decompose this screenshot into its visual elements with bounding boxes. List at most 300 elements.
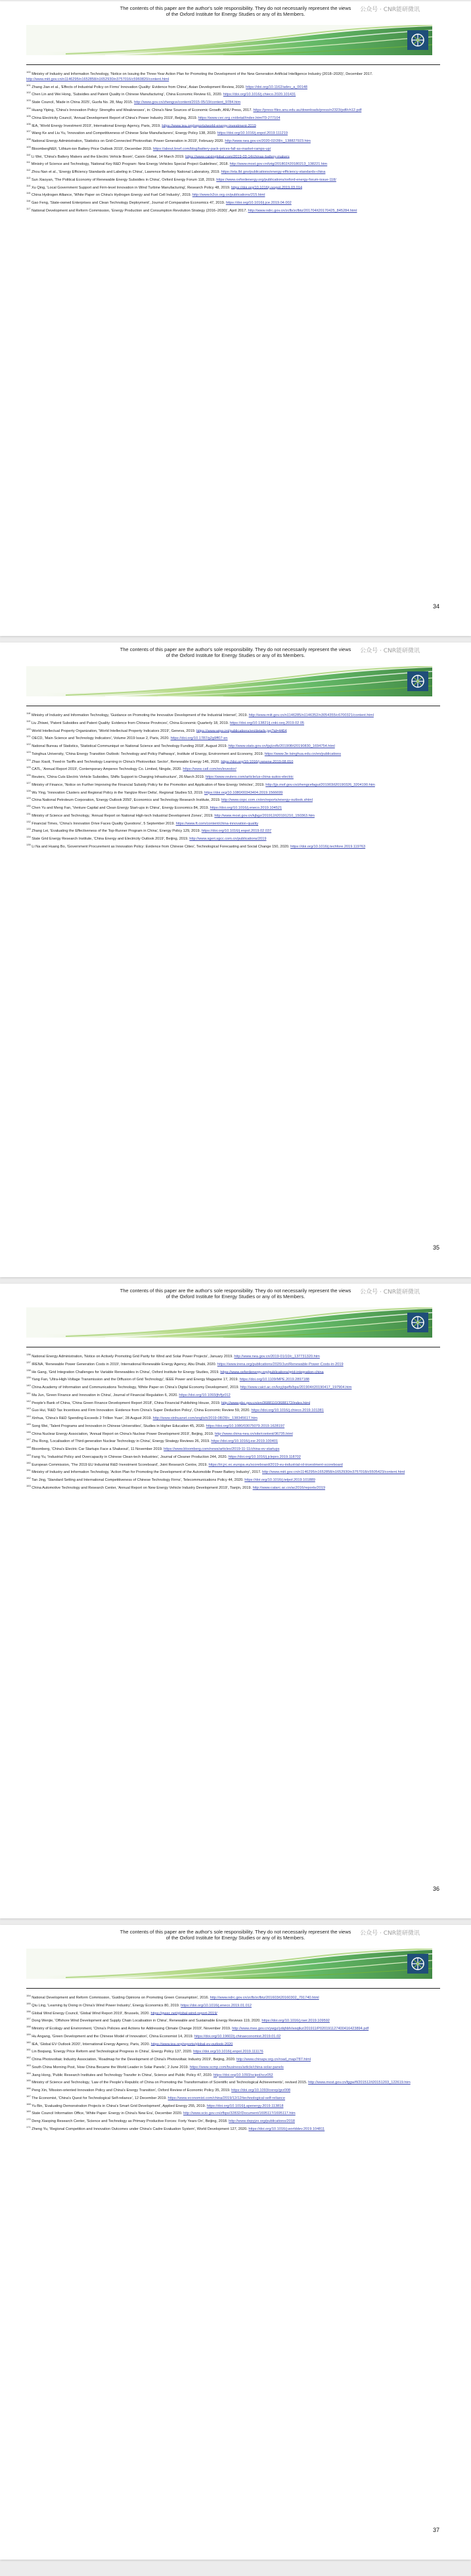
footnote-text: China Hydrogen Alliance, 'White Paper on China's Hydrogen Energy and Fuel Cell Industry', 2019.	[31, 193, 192, 198]
footnote-number: 154	[26, 1994, 31, 1997]
footnote	[26, 2086, 440, 2094]
footnote-number: 112	[26, 168, 31, 172]
footnote-number: 156	[26, 2009, 31, 2013]
footnote-link[interactable]: https://www.3e.tsinghua.edu.cn/en/publications	[264, 752, 342, 756]
footnote-link[interactable]: http://www.caict.ac.cn/kxyj/qwfb/bps/201904/t20190417_197904.htm	[240, 1385, 352, 1390]
footnote-link[interactable]: https://doi.org/10.1093/scipol/scz052	[213, 2073, 273, 2077]
footnote-link[interactable]: http://www.most.gov.cn/tztg/201802/t20180213_138221.htm	[229, 162, 328, 167]
footnote-number: 107	[26, 129, 31, 133]
disclaimer-line-2: of the Oxford Institute for Energy Studies or any of its Members.	[166, 1294, 305, 1299]
footnote-number: 155	[26, 2001, 31, 2005]
footnote-text: Tsinghua University, 'China Energy Transition Outlook: Technology and Policy Pathways', Institute of Energy, Environment and Economy, 2019.	[32, 752, 264, 756]
footnote-link[interactable]: https://doi.org/10.1016/j.enpol.2019.02.037	[201, 829, 272, 834]
footnote	[26, 2001, 440, 2009]
footnote-number: 104	[26, 106, 31, 110]
footnote-number: 134	[26, 835, 31, 839]
banner-graphic	[26, 25, 432, 55]
footnote-link[interactable]: https://www.caixinglobal.com/2019-03-14/chinas-battery-makers	[185, 154, 290, 159]
footnote-text: Ministry of Industry and Information Technology, 'Action Plan for Promoting the Development of the Automobile Power Battery Industry', 2017.	[32, 1470, 261, 1475]
footnote-text: Song Wei, 'Talent Programs and Innovation in Chinese Universities', Studies in Higher Education 45, 2020.	[32, 1424, 206, 1428]
footnote-text: Ministry of Ecology and Environment, 'China's Policies and Actions for Addressing Climate Change 2019', November 2019.	[32, 2026, 231, 2031]
footnote	[26, 757, 440, 765]
footnote	[26, 1352, 440, 1360]
page-number: 36	[432, 1886, 439, 1892]
footnote	[26, 1406, 440, 1414]
footnote-link[interactable]: https://doi.org/10.13821/j.cnki.ceq.2019.02.05	[229, 721, 305, 725]
footnote	[26, 70, 440, 83]
footnote-list	[26, 70, 440, 214]
header-banner	[26, 25, 432, 55]
footnote-link[interactable]: https://doi.org/10.1016/j.eneco.2019.104521	[210, 806, 282, 811]
footnote-number: 147	[26, 1437, 31, 1441]
footnote	[26, 742, 440, 750]
footnote	[26, 796, 440, 803]
footnote	[26, 1368, 440, 1376]
footnote-link[interactable]: https://www.oxfordenergy.org/publications/oxford-energy-forum-issue-118/	[216, 177, 336, 182]
footnote-link[interactable]: https://about.bnef.com/blog/battery-pack-prices-fall-as-market-ramps-up/	[152, 147, 271, 151]
footnote-number: 125	[26, 765, 31, 769]
footnote-number: 131	[26, 811, 31, 815]
header-banner	[26, 1307, 432, 1338]
footnote-number: 126	[26, 773, 31, 777]
footnote-list	[26, 711, 440, 850]
footnote-number: 130	[26, 804, 31, 808]
footnote-link[interactable]: http://www.ndrc.gov.cn/zcfb/zcfbtz/201704/t20170425_845284.html	[248, 208, 357, 213]
footnote-link[interactable]: https://www.iea.org/reports/world-energy-investment-2019	[162, 124, 256, 128]
oies-logo-icon	[407, 671, 428, 691]
footnote-text: Ma Jun, 'Green Finance and Innovation in China', Journal of Financial Regulation 6, 2020.	[32, 1393, 178, 1397]
footnote-link[interactable]: https://www.oxfordenergy.org/publications/grid-integration-china	[220, 1370, 324, 1374]
footnote	[26, 1437, 440, 1445]
footnote-link[interactable]: https://www.wipo.int/publications/en/details.jsp?id=4464	[196, 729, 287, 733]
footnote	[26, 1468, 440, 1476]
footnote-link[interactable]: http://www.miit.gov.cn/n1146295/n1652858/n1652930/n3757016/c5960820/content.html	[26, 77, 169, 81]
footnote	[26, 811, 440, 819]
footnote-link[interactable]: https://www.ft.com/content/china-innovation-quality	[175, 821, 259, 826]
footnote	[26, 711, 440, 719]
footnote-text: IRENA, 'Renewable Power Generation Costs in 2019', International Renewable Energy Agency, Abu Dhabi, 2020.	[32, 1362, 217, 1367]
footnote	[26, 2040, 440, 2048]
footnote-link[interactable]: https://doi.org/10.1016/j.jclepro.2019.118702	[228, 1455, 301, 1459]
footnote	[26, 98, 440, 106]
footnote-link[interactable]: https://doi.org/10.1093/oxrep/grz008	[231, 2089, 291, 2093]
footnote-text: World Intellectual Property Organization, 'World Intellectual Property Indicators 2019', Geneva, 2019.	[32, 729, 196, 733]
footnote	[26, 175, 440, 183]
footnote-link[interactable]: http://www.mee.gov.cn/ywgz/ydqhbh/wsqtkz/201911/P020191127400416423894.pdf	[232, 2026, 369, 2031]
footnote	[26, 137, 440, 145]
footnote-link[interactable]: http://www.stats.gov.cn/tjsj/zxfb/201908/t20190830_1694754.html	[228, 744, 335, 748]
footnote-number: 111	[26, 160, 31, 164]
footnote	[26, 2125, 440, 2133]
oies-logo-icon	[407, 1313, 428, 1332]
footnote	[26, 1383, 440, 1391]
footnote-link[interactable]: https://doi.org/10.1162/adev_a_00148	[246, 85, 307, 89]
footnote-text: Dong Wenjie, 'Offshore Wind Development and Supply Chain Localisation in China', Renewable and Sustainable Energy Reviews 119, 2020.	[32, 2019, 261, 2023]
footnote-link[interactable]: https://www.economist.com/china/2019/12/12/technological-self-reliance	[168, 2096, 286, 2100]
footnote-text: Li Na and Huang Bo, 'Government Procurement as Innovation Policy: Evidence from Chinese Cities', Technological Forecasting and Social Change 150, 2020.	[32, 844, 290, 849]
footnote	[26, 765, 440, 773]
footnote-number: 150	[26, 1460, 31, 1464]
footnote	[26, 2071, 440, 2079]
footnote-link[interactable]: http://www.sgeri.sgcc.com.cn/publications/2019	[189, 837, 267, 842]
footnote-link[interactable]: https://press-files.anu.edu.au/downloads/press/n2323/pdf/ch12.pdf	[253, 108, 362, 112]
footnote-number: 108	[26, 137, 31, 141]
footnote	[26, 160, 440, 168]
footnote-link[interactable]: http://www.scio.gov.cn/zfbps/32832/Document/1695117/1695117.htm	[183, 2112, 296, 2116]
footnote-link[interactable]: https://doi.org/10.1016/j.techfore.2019.119763	[290, 844, 366, 849]
footnote-text: National Development and Reform Commission, 'Energy Production and Consumption Revolution Strategy (2016–2030)', April 2017.	[31, 208, 247, 213]
footnote-text: Xinhua, 'China's R&D Spending Exceeds 2 Trillion Yuan', 28 August 2019.	[32, 1416, 152, 1420]
footnote	[26, 1399, 440, 1407]
footnote-link[interactable]: https://doi.org/10.1016/j.jce.2019.04.002	[225, 201, 292, 206]
footnote-text: Ministry of Industry and Information Technology, 'Notice on Issuing the Three-Year Action Plan for Promoting the Development of the New Generation Artificial Intelligence Industry (2018–2020)', December 2017.	[32, 72, 373, 76]
disclaimer-line-1: The contents of this paper are the author's sole responsibility. They do not necessarily represent the views	[120, 5, 351, 11]
footnote	[26, 191, 440, 198]
footnote	[26, 206, 440, 214]
footnote	[26, 2024, 440, 2032]
footnote-link[interactable]: https://gwec.net/global-wind-report-2019/	[150, 2011, 217, 2016]
footnote-text: Deng Xiaoping Research Center, 'Science and Technology as Primary Productive Forces: Forty Years On', Beijing, 2018.	[32, 2119, 228, 2124]
footnote-text: Sun Xiaoyan, 'The Political Economy of Renewable Energy Subsidies in China', Oxford Energy Forum 118, 2019.	[31, 177, 215, 182]
oies-logo-icon	[407, 1954, 428, 1974]
footnote-number: 124	[26, 757, 31, 761]
footnote-text: Chen Yu and Meng Fan, 'Venture Capital and Clean Energy Start-ups in China', Energy Economics 84, 2019.	[32, 806, 210, 811]
disclaimer-line-2: of the Oxford Institute for Energy Studies or any of its Members.	[166, 652, 305, 658]
footnote-link[interactable]: http://www.most.gov.cn/fggw/fl/201512/t20151203_122619.htm	[308, 2081, 411, 2085]
footnote-link[interactable]: http://www.most.gov.cn/kjbgz/201912/t20191210_150363.htm	[214, 813, 315, 818]
footnote-link[interactable]: http://www.ndrc.gov.cn/zcfb/zcfbtz/201603/t20160302_791740.html	[210, 1995, 319, 2000]
footnote-text: Ministry of Industry and Information Technology, 'Guidance on Promoting the Innovative Development of the Industrial Internet', 2019.	[31, 713, 248, 717]
footnote-number: 106	[26, 122, 31, 125]
footnote	[26, 1483, 440, 1491]
footnote-text: Ministry of Science and Technology, 'National Key R&D Program: New Energy Vehicles Special Project Guidelines', 2018.	[31, 162, 229, 167]
footnote-text: Qiu Ling, 'Learning by Doing in China's Wind Power Industry', Energy Economics 80, 2019.	[32, 2003, 180, 2008]
footnote	[26, 780, 440, 788]
footnote-number: 139	[26, 1376, 31, 1380]
footnote-number: 159	[26, 2032, 31, 2036]
footnote-number: 135	[26, 843, 31, 847]
footnote-link[interactable]: https://iri.jrc.ec.europa.eu/scoreboard/2019-eu-industrial-rd-investment-scoreboard	[208, 1462, 343, 1467]
footnote-text: He Gang, 'Grid Integration Challenges for Variable Renewables in China', Oxford Institute for Energy Studies, 2019.	[32, 1370, 219, 1374]
footnote-text: Wu Ying, 'Innovation Clusters and Regional Policy in the Yangtze River Delta', Regional Studies 53, 2019.	[32, 790, 204, 795]
footnote-number: 101	[26, 83, 31, 87]
footnote-link[interactable]: https://www.irena.org/publications/2020/Jun/Renewable-Power-Costs-in-2019	[217, 1362, 344, 1367]
footnote-link[interactable]: https://doi.org/10.1016/j.renene.2019.08.010	[221, 759, 294, 764]
footnote	[26, 152, 440, 160]
footnote-number: 120	[26, 727, 31, 731]
footnote-text: IEA, 'World Energy Investment 2019', International Energy Agency, Paris, 2019.	[32, 124, 161, 128]
footnote-text: China National Petroleum Corporation, 'Energy Outlook 2050', Economics and Technology Research Institute, 2019.	[32, 798, 221, 803]
footnote-number: 114	[26, 183, 31, 187]
footnote-number: 163	[26, 2063, 31, 2067]
footnote	[26, 1414, 440, 1422]
footnote-number: 140	[26, 1384, 31, 1388]
footnote-text: Lin Boqiang, 'Energy Price Reform and Technological Progress in China', Energy Policy 137, 2020.	[32, 2050, 192, 2054]
footnote-link[interactable]: http://www.dxpyjzx.org/publications/2018	[229, 2119, 295, 2124]
footnote-text: China Nuclear Energy Association, 'Annual Report on China's Nuclear Power Development 2019', Beijing, 2019.	[32, 1432, 214, 1436]
footnote	[26, 1360, 440, 1368]
footnote-link[interactable]: https://doi.org/10.1016/j.respol.2019.03.014	[231, 185, 302, 190]
footnote-text: Gao Feng, 'State-owned Enterprises and Clean Technology Deployment', Journal of Comparative Economics 47, 2019.	[31, 201, 225, 206]
footnote-number: 123	[26, 750, 31, 754]
footnote	[26, 826, 440, 834]
footnote-number: 128	[26, 788, 31, 792]
footnote	[26, 1430, 440, 1437]
oies-logo-icon	[407, 30, 428, 50]
footnote-number: 109	[26, 145, 31, 148]
footnote-number: 166	[26, 2087, 31, 2090]
footnote-link[interactable]: https://www.bloomberg.com/news/articles/2019-11-11/china-ev-startups	[164, 1447, 280, 1452]
footnote-text: Li Wei, 'China's Battery Makers and the Electric Vehicle Boom', Caixin Global, 14 March 2019.	[31, 154, 185, 159]
document-page-35	[0, 643, 471, 1277]
footnote-link[interactable]: https://doi.org/10.1109/MPE.2019.2897188	[239, 1378, 309, 1382]
footnote-text: Yu Bin, 'Evaluating Demonstration Projects in China's Smart Grid Development', Applied Energy 255, 2019.	[32, 2104, 206, 2108]
footnote-text: State Council, 'Made in China 2025', Guofa No. 28, May 2015.	[32, 101, 133, 105]
watermark: 公众号 · CNR能研微讯	[360, 1930, 420, 1937]
footnote-text: Zheng Yu, 'Regional Competition and Innovation Outcomes under China's Cadre Evaluation System', World Development 127, 2020.	[32, 2127, 248, 2131]
footnote-text: Zhao Xiaoli, 'Feed-in Tariffs and Technology Learning in China's Photovoltaic Sector', Renewable Energy 146, 2020.	[32, 759, 220, 764]
footnote	[26, 168, 440, 175]
header-banner	[26, 666, 432, 696]
footnote-text: China Academy of Information and Communications Technology, 'White Paper on China's Digital Economy Development', 2019.	[32, 1385, 240, 1390]
footnote-link[interactable]: http://www.pbc.gov.cn/en/3688110/3688172/index.html	[221, 1401, 310, 1405]
footnote-number: 117	[26, 206, 31, 210]
footnote	[26, 2117, 440, 2125]
footnote	[26, 2109, 440, 2117]
footnote	[26, 1453, 440, 1460]
footnote-text: Fang Yu, 'Industrial Policy and Overcapacity in Chinese Clean-tech Industries', Journal of Cleaner Production 244, 2020.	[32, 1455, 227, 1459]
banner-graphic	[26, 666, 432, 696]
footnote-link[interactable]: http://www.cnpc.com.cn/en/reports/energy-outlook.shtml	[221, 798, 313, 803]
footnote-link[interactable]: https://www.catl.com/en/investor/	[183, 767, 236, 772]
footnote	[26, 114, 440, 122]
footnote-text: Yang Fan, 'Ultra-High-Voltage Transmission and the Diffusion of Grid Technology', IEEE Power and Energy Magazine 17, 2019.	[32, 1378, 239, 1382]
footnote-number: 122	[26, 742, 31, 746]
footnote-link[interactable]: http://jjs.mof.gov.cn/zhengcefagui/201903/t20190326_3204190.htm	[265, 782, 375, 787]
footnote	[26, 83, 440, 91]
footnote-number: 127	[26, 780, 31, 784]
page-number: 37	[432, 2527, 439, 2533]
footnote-number: 148	[26, 1445, 31, 1449]
footnote	[26, 183, 440, 191]
footnote-number: 113	[26, 175, 31, 179]
footnote	[26, 145, 440, 152]
footnote-number: 161	[26, 2048, 31, 2052]
footnote-number: 100	[26, 70, 31, 74]
footnote-number: 102	[26, 91, 31, 95]
footnote-number: 119	[26, 719, 31, 723]
footnote-number: 169	[26, 2110, 31, 2113]
footnote-number: 137	[26, 1360, 31, 1364]
footnote-link[interactable]: https://doi.org/10.1016/j.enpol.2019.111176	[193, 2050, 263, 2054]
footnote-number: 167	[26, 2094, 31, 2098]
footnote	[26, 90, 440, 98]
footnote-list	[26, 1352, 440, 1491]
footnote-number: 145	[26, 1422, 31, 1426]
footnote-link[interactable]: https://doi.org/10.19602/j.chinaeconomist.2019.01.02	[194, 2034, 281, 2039]
footnote	[26, 727, 440, 734]
footnote-number: 115	[26, 191, 31, 195]
disclaimer-line-2: of the Oxford Institute for Energy Studies or any of its Members.	[166, 1935, 305, 1941]
footnote-link[interactable]: http://www.gov.cn/zhengce/content/2015-05/19/content_9784.htm	[134, 101, 241, 105]
header-banner	[26, 1949, 432, 1979]
footnote-link[interactable]: https://eta.lbl.gov/publications/energy-efficiency-standards-china	[221, 169, 326, 174]
footnote-text: CATL, 'Annual Report 2019', Contemporary Amperex Technology Co. Limited, Ningde, 2020.	[32, 767, 182, 772]
watermark: 公众号 · CNR能研微讯	[360, 7, 420, 13]
footnote	[26, 106, 440, 114]
footnote	[26, 803, 440, 811]
footnote-link[interactable]: https://doi.org/10.1016/j.eneco.2019.01.012	[181, 2003, 252, 2008]
footnote-number: 142	[26, 1399, 31, 1403]
footnote-link[interactable]: https://doi.org/10.1016/j.worlddev.2019.104811	[248, 2127, 325, 2131]
document-page-36	[0, 1284, 471, 1918]
footnote-text: European Commission, 'The 2019 EU Industrial R&D Investment Scoreboard', Joint Research Centre, 2019.	[32, 1462, 208, 1467]
footnote-text: Financial Times, 'China's Innovation Drive Faces Quality Questions', 5 September 2019.	[32, 821, 175, 826]
disclaimer-line-2: of the Oxford Institute for Energy Studies or any of its Members.	[166, 11, 305, 17]
footnote-text: Hu Angang, 'Green Development and the Chinese Model of Innovation', China Economist 14, 2019.	[32, 2034, 194, 2039]
page-number: 35	[432, 1244, 439, 1251]
footnote-link[interactable]: http://www.h2cn.org.cn/publications/215.html	[192, 193, 265, 198]
footnote	[26, 198, 440, 206]
footnote-link[interactable]: http://www.chinapv.org.cn/road_map/787.html	[236, 2057, 311, 2062]
footnote-link[interactable]: https://www.cec.org.cn/detail/index.html?3-277104	[198, 116, 280, 120]
footnote-text: Guo Hui, 'R&D Tax Incentives and Firm Innovation: Evidence from China's Super Deduction Policy', China Economic Review 59, 2020.	[32, 1409, 250, 1413]
footnote	[26, 1375, 440, 1383]
footnote-link[interactable]: https://doi.org/10.1787/g2g9ff07-en	[170, 736, 228, 741]
footnote-number: 157	[26, 2017, 31, 2021]
footnote-link[interactable]: https://doi.org/10.1080/00343404.2019.1566699	[204, 790, 283, 795]
footnote-link[interactable]: http://www.nea.gov.cn/2020-02/28/c_138827923.htm	[225, 139, 311, 143]
footnote-number: 158	[26, 2025, 31, 2029]
watermark: 公众号 · CNR能研微讯	[360, 1289, 420, 1296]
footnote-text: People's Bank of China, 'China Green Finance Development Report 2018', China Financial Publishing House, 2019.	[32, 1401, 221, 1405]
footnote-number: 143	[26, 1407, 31, 1411]
footnote-number: 171	[26, 2125, 31, 2129]
footnote-link[interactable]: https://doi.org/10.1016/j.rser.2019.109592	[261, 2019, 330, 2023]
footnote-link[interactable]: https://doi.org/10.1016/j.telpol.2019.101889	[244, 1478, 315, 1483]
footnote-number: 151	[26, 1468, 31, 1472]
footnote-number: 146	[26, 1430, 31, 1434]
footnote	[26, 122, 440, 129]
footnote	[26, 773, 440, 780]
footnote-number: 149	[26, 1453, 31, 1457]
footnote-link[interactable]: http://www.miit.gov.cn/n1146285/n1146352/n3054355/c6700321/content.html	[248, 713, 374, 717]
footnote-number: 170	[26, 2117, 31, 2121]
footnote-number: 116	[26, 199, 31, 203]
footnote-link[interactable]: https://www.scmp.com/business/article/china-solar-panels	[189, 2065, 284, 2069]
footnote-number: 103	[26, 99, 31, 102]
footnote-number: 152	[26, 1476, 31, 1480]
footnote-number: 168	[26, 2102, 31, 2106]
footnote	[26, 1422, 440, 1430]
footnote-number: 138	[26, 1368, 31, 1372]
footnote-link[interactable]: https://www.reuters.com/article/us-china-autos-electric	[205, 775, 294, 779]
footnote	[26, 2016, 440, 2024]
footnote-text: The Economist, 'China's Quest for Technological Self-reliance', 12 December 2019.	[32, 2096, 167, 2100]
footnote-number: 141	[26, 1391, 31, 1395]
footnote-text: Zhou Nan et al., 'Energy Efficiency Standards and Labeling in China', Lawrence Berkeley National Laboratory, 2019.	[31, 169, 221, 174]
footnote	[26, 129, 440, 137]
footnote-text: Ministry of Finance, 'Notice on Further Improving the Financial Subsidy Policy for the Promotion and Application of New Energy Vehicles', 2019.	[32, 782, 265, 787]
footnote-text: IEA, 'Global EV Outlook 2020', International Energy Agency, Paris, 2020.	[32, 2042, 150, 2046]
footnote-text: BloombergNEF, 'Lithium-ion Battery Price Outlook 2019', December 2019.	[32, 147, 152, 151]
footnote-number: 132	[26, 819, 31, 823]
footnote-text: Huang Yiping, 'China's Innovation Policy: Strengths and Weaknesses', in: China's New Sources of Economic Growth, ANU Press, 2017.	[32, 108, 252, 112]
footnote	[26, 1993, 440, 2001]
footnote-link[interactable]: https://doi.org/10.1016/j.esr.2019.100401	[211, 1439, 279, 1444]
footnote-link[interactable]: http://www.nea.gov.cn/2019-01/10/c_137731320.htm	[234, 1354, 320, 1359]
footnote-number: 110	[26, 152, 31, 156]
footnote-link[interactable]: http://www.miit.gov.cn/n1146295/n1652858/n1652930/n3757018/c5505423/content.html	[262, 1470, 405, 1475]
footnote-number: 164	[26, 2071, 31, 2075]
footnote-text: Reuters, 'China Cuts Electric Vehicle Subsidies, Shifts Support to Charging Infrastructure', 26 March 2019.	[32, 775, 205, 779]
footnote	[26, 2063, 440, 2071]
footnote-number: 165	[26, 2079, 31, 2083]
footnote-link[interactable]: https://doi.org/10.1016/j.apenergy.2019.113818	[206, 2104, 284, 2108]
footnote-link[interactable]: http://www.china-nea.cn/site/content/36735.html	[214, 1432, 293, 1436]
disclaimer-line-1: The contents of this paper are the author's sole responsibility. They do not necessarily represent the views	[120, 1929, 351, 1935]
footnote-text: Tan Jing, 'Standard Setting and International Competitiveness of Chinese Technology Firms', Telecommunications Policy 44, 2020.	[32, 1478, 244, 1483]
footnote-link[interactable]: https://doi.org/10.1016/j.chieco.2020.101431	[223, 93, 296, 97]
footnote	[26, 2078, 440, 2086]
footnote	[26, 1460, 440, 1468]
footnote-text: Bloomberg, 'China's Electric Car Startups Face a Shakeout', 11 November 2019.	[32, 1447, 163, 1452]
footnote-link[interactable]: https://doi.org/10.1016/j.chieco.2019.101381	[251, 1409, 324, 1413]
footnote	[26, 750, 440, 757]
header-rule	[26, 1988, 440, 1989]
footnote-list	[26, 1993, 440, 2133]
footnote-text: China Automotive Technology and Research Center, 'Annual Report on New Energy Vehicle Industry Development 2019', Tianjin, 2019.	[32, 1485, 252, 1490]
footnote-number: 129	[26, 796, 31, 800]
footnote-text: Global Wind Energy Council, 'Global Wind Report 2019', Brussels, 2020.	[32, 2011, 150, 2016]
footnote-text: South China Morning Post, 'How China Became the World Leader in Solar Panels', 2 June 2019.	[32, 2065, 189, 2069]
footnote-link[interactable]: https://doi.org/10.1080/03075079.2019.1628197	[206, 1424, 285, 1428]
disclaimer-line-1: The contents of this paper are the author's sole responsibility. They do not necessarily represent the views	[120, 646, 351, 652]
footnote-text: Chen Lin and Wei Hong, 'Subsidies and Patent Quality in Chinese Manufacturing', China Economic Review 61, 2020.	[32, 93, 223, 97]
footnote-text: China Photovoltaic Industry Association, 'Roadmap for the Development of China's Photovoltaic Industry 2019', Beijing, 2020.	[32, 2057, 236, 2062]
footnote-text: National Energy Administration, 'Statistics on Grid-Connected Photovoltaic Power Generation in 2019', February 2020.	[32, 139, 224, 143]
footnote-text: National Bureau of Statistics, 'Statistical Communiqué on National Science and Technology Funding 2018', August 2019.	[32, 744, 228, 748]
footnote-text: Zhang Jian et al., 'Effects of Industrial Policy on Firms' Innovation Quality: Evidence from China', Asian Development Review, 2020.	[32, 85, 245, 89]
footnote	[26, 788, 440, 796]
header-rule	[26, 64, 440, 65]
footnote-link[interactable]: http://www.xinhuanet.com/english/2019-08/28/c_138345617.htm	[152, 1416, 258, 1420]
footnote-text: National Development and Reform Commission, 'Guiding Opinions on Promoting Green Consumption', 2016.	[32, 1995, 210, 2000]
footnote-number: 121	[26, 734, 31, 738]
footnote-text: Zhang Lei, 'Evaluating the Effectiveness of the Top-Runner Program in China', Energy Policy 129, 2019.	[32, 829, 201, 834]
footnote-text: Peng Xin, 'Mission-oriented Innovation Policy and China's Energy Transition', Oxford Review of Economic Policy 35, 2019.	[32, 2089, 231, 2093]
footnote-link[interactable]: https://doi.org/10.1093/jfr/fjz012	[179, 1393, 231, 1397]
footnote-text: Ministry of Science and Technology, 'Annual Report on National High-tech Industrial Development Zones', 2019.	[32, 813, 213, 818]
footnote-text: Xu Qing, 'Local Government Support and Firm-level Innovation in Wind Turbine Manufacturing', Research Policy 48, 2019.	[31, 185, 231, 190]
footnote-link[interactable]: http://www.catarc.ac.cn/ac2016/reports/2019	[252, 1485, 325, 1490]
document-page-34	[0, 1, 471, 636]
footnote-number: 153	[26, 1484, 31, 1488]
footnote	[26, 1391, 440, 1399]
footnote-number: 105	[26, 114, 31, 118]
footnote-text: Liu Zhiwei, 'Patent Subsidies and Patent Quality: Evidence from Chinese Provinces', China Economic Quarterly 18, 2019.	[31, 721, 229, 725]
footnote	[26, 2047, 440, 2055]
banner-graphic	[26, 1949, 432, 1979]
footnote	[26, 1445, 440, 1453]
footnote-text: China Electricity Council, 'Annual Development Report of China's Power Industry 2019', Beijing, 2019.	[32, 116, 198, 120]
disclaimer-line-1: The contents of this paper are the author's sole responsibility. They do not necessarily represent the views	[120, 1288, 351, 1294]
footnote-link[interactable]: https://doi.org/10.1016/j.enpol.2019.111219	[217, 131, 288, 136]
footnote	[26, 834, 440, 842]
footnote-link[interactable]: https://www.iea.org/reports/global-ev-outlook-2020	[150, 2042, 233, 2046]
watermark: 公众号 · CNR能研微讯	[360, 648, 420, 654]
footnote	[26, 734, 440, 742]
